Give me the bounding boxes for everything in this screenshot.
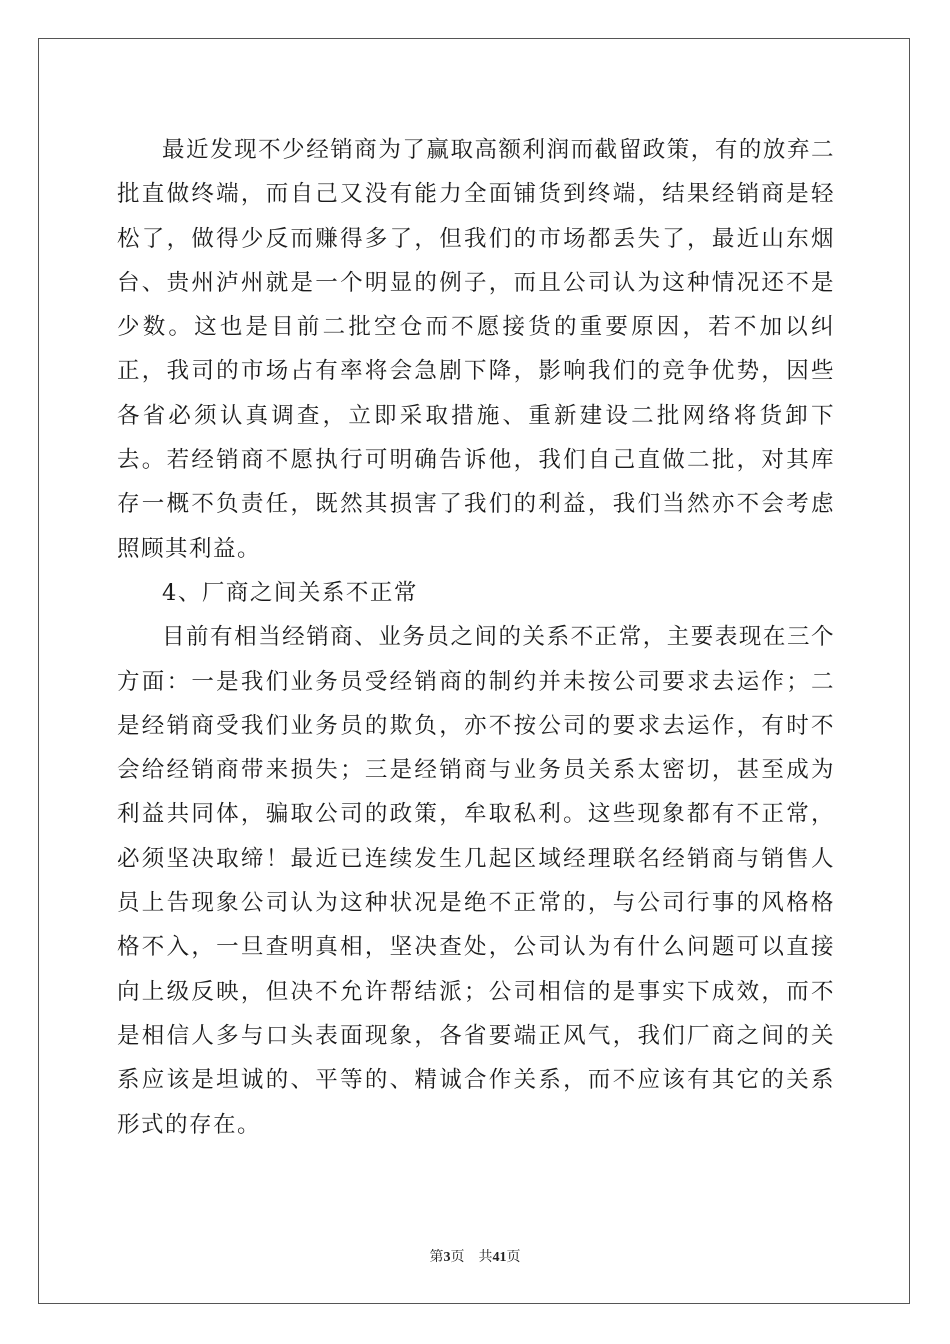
total-suffix: 页 bbox=[506, 1249, 521, 1265]
document-body bbox=[117, 128, 835, 1147]
page-footer bbox=[0, 1246, 950, 1266]
current-page-number: 3 bbox=[443, 1250, 451, 1265]
section-heading-relationship: 4、厂商之间关系不正常 bbox=[162, 579, 418, 606]
total-page-count: 41 bbox=[492, 1250, 507, 1265]
paragraph-dealer-policy: 最近发现不少经销商为了赢取高额利润而截留政策，有的放弃二批直做终端，而自己又没有能力全面铺货到终端，结果经销商是轻松了，做得少反而赚得多了，但我们的市场都丢失了，最近山东烟台、贵州泸州就是一个明显的例子，而且公司认为这种情况还不是少数。这也是目前二批空仓而不愿接货的重要原因，若不加以纠正，我司的市场占有率将会急剧下降，影响我们的竞争优势，因些各省必须认真调查，立即采取措施、重新建设二批网络将货卸下去。若经销商不愿执行可明确告诉他，我们自己直做二批，对其库存一概不负责任，既然其损害了我们的利益，我们当然亦不会考虑照顾其利益。 bbox=[117, 137, 835, 562]
total-prefix: 共 bbox=[478, 1249, 493, 1265]
page-suffix: 页 bbox=[450, 1249, 465, 1265]
page-prefix: 第 bbox=[429, 1249, 444, 1265]
paragraph-relationship: 目前有相当经销商、业务员之间的关系不正常，主要表现在三个方面：一是我们业务员受经销商的制约并未按公司要求去运作；二是经销商受我们业务员的欺负，亦不按公司的要求去运作，有时不会给经销商带来损失；三是经销商与业务员关系太密切，甚至成为利益共同体，骗取公司的政策，牟取私利。这些现象都有不正常，必须坚决取缔！最近已连续发生几起区域经理联名经销商与销售人员上告现象公司认为这种状况是绝不正常的，与公司行事的风格格格不入，一旦查明真相，坚决查处，公司认为有什么问题可以直接向上级反映，但决不允许帮结派；公司相信的是事实下成效，而不是相信人多与口头表面现象，各省要端正风气，我们厂商之间的关系应该是坦诚的、平等的、精诚合作关系，而不应该有其它的关系形式的存在。 bbox=[117, 624, 835, 1138]
